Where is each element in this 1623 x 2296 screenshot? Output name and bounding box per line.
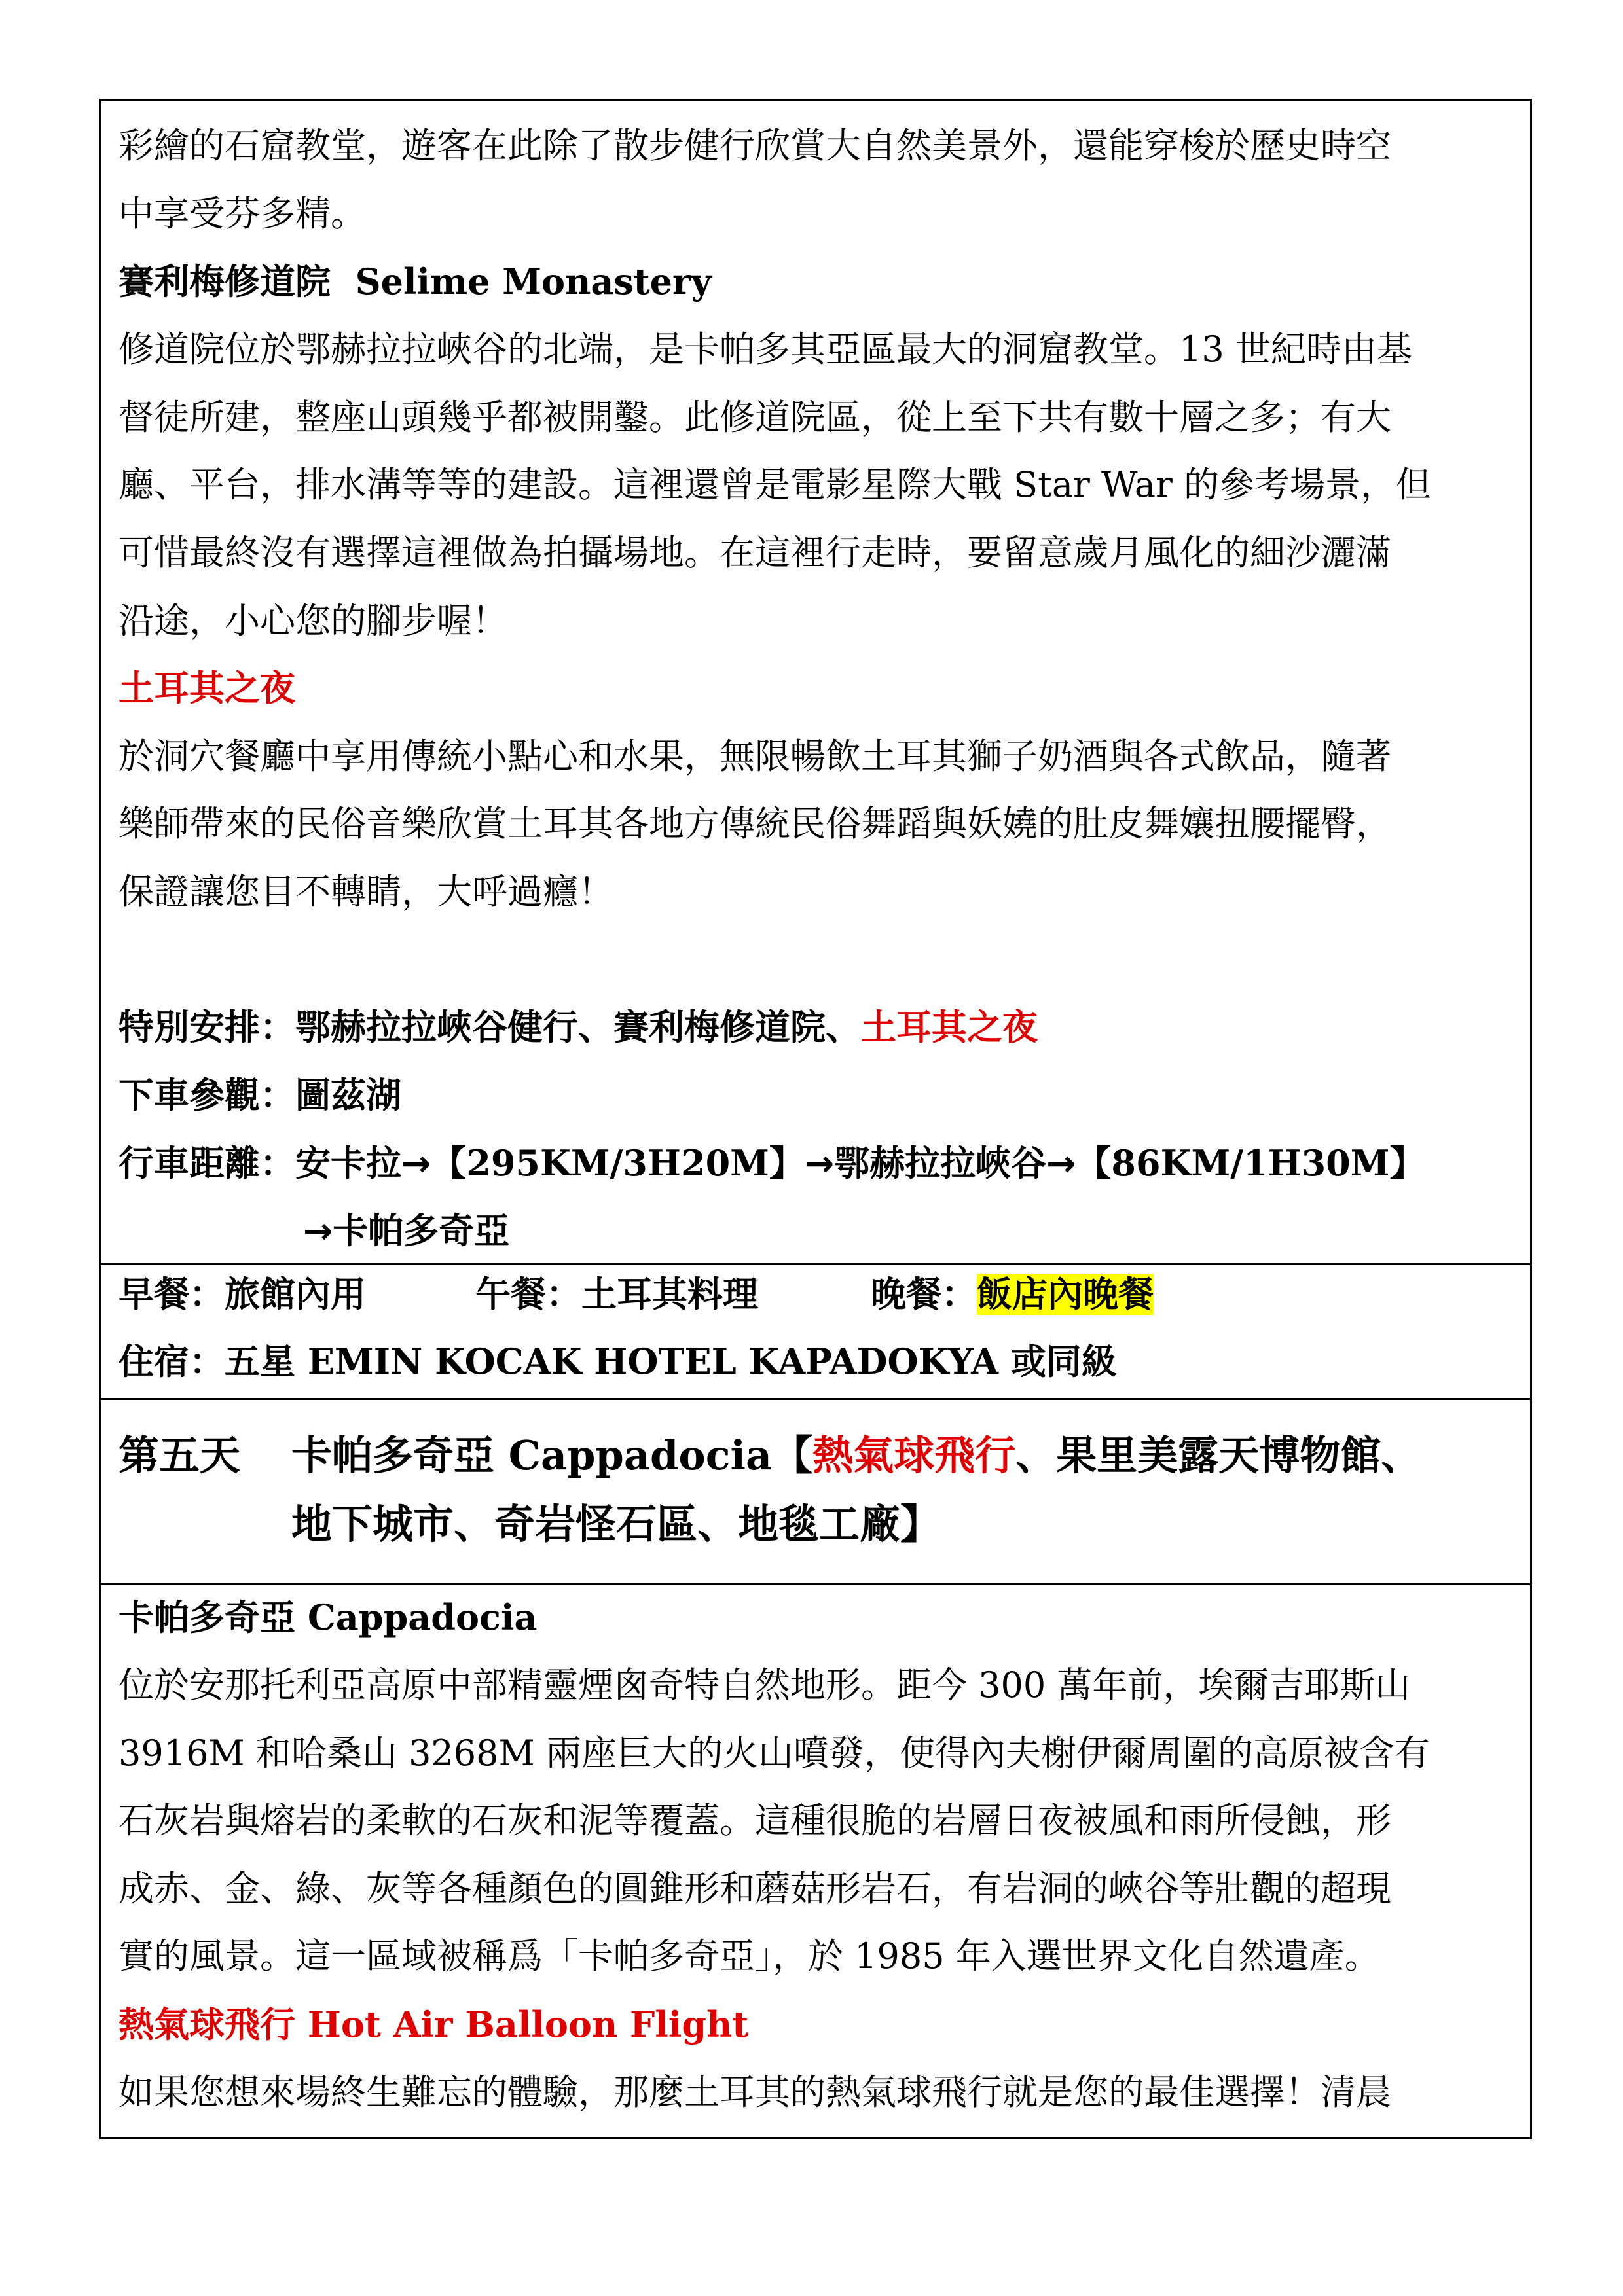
breakfast: 早餐：旅館內用: [119, 1274, 366, 1315]
turkish-night-line-2: 樂師帶來的民俗音樂欣賞土耳其各地方傳統民俗舞蹈與妖嬈的肚皮舞孃扭腰擺臀，: [119, 803, 1391, 844]
balloon-heading: 熱氣球飛行 Hot Air Balloon Flight: [119, 2003, 749, 2045]
turkish-night-heading: 土耳其之夜: [119, 668, 295, 709]
selime-line-2: 督徒所建，整座山頭幾乎都被開鑿。此修道院區，從上至下共有數十層之多；有大: [119, 397, 1391, 438]
meals-section: [101, 1265, 1530, 1398]
selime-line-1: 修道院位於鄂赫拉拉峽谷的北端，是卡帕多其亞區最大的洞窟教堂。13 世紀時由基: [119, 329, 1412, 370]
stop-visit: 下車參觀：圖茲湖: [119, 1075, 401, 1116]
cappadocia-line-2: 3916M 和哈桑山 3268M 兩座巨大的火山噴發，使得內夫榭伊爾周圍的高原被含有: [119, 1732, 1430, 1774]
balloon-line-1: 如果您想來場終生難忘的體驗，那麼土耳其的熱氣球飛行就是您的最佳選擇！清晨: [119, 2072, 1391, 2113]
dinner: 晚餐：飯店內晚餐: [871, 1274, 1154, 1315]
selime-heading: 賽利梅修道院 Selime Monastery: [119, 260, 712, 302]
selime-line-3: 廳、平台，排水溝等等的建設。這裡還曾是電影星際大戰 Star War 的參考場景，但: [119, 464, 1432, 505]
turkish-night-line-3: 保證讓您目不轉睛，大呼過癮！: [119, 871, 613, 912]
selime-line-5: 沿途，小心您的腳步喔！: [119, 600, 507, 641]
turkish-night-line-1: 於洞穴餐廳中享用傳統小點心和水果，無限暢飲土耳其獅子奶酒與各式飲品，隨著: [119, 736, 1391, 777]
day5-description: [101, 1585, 1530, 2139]
day5-label: 第五天: [119, 1431, 241, 1479]
lodging: 住宿：五星 EMIN KOCAK HOTEL KAPADOKYA 或同級: [119, 1340, 1117, 1382]
cappadocia-heading: 卡帕多奇亞 Cappadocia: [119, 1596, 538, 1638]
day5-title-line-2: 地下城市、奇岩怪石區、地毯工廠】: [291, 1500, 941, 1548]
cappadocia-line-1: 位於安那托利亞高原中部精靈煙囪奇特自然地形。距今 300 萬年前，埃爾吉耶斯山: [119, 1664, 1411, 1706]
itinerary-table: [99, 99, 1532, 2139]
driving-distance-line-2: →卡帕多奇亞: [303, 1210, 510, 1251]
cappadocia-line-5: 實的風景。這一區域被稱爲「卡帕多奇亞」，於 1985 年入選世界文化自然遺產。: [119, 1935, 1380, 1977]
cappadocia-line-4: 成赤、金、綠、灰等各種顏色的圓錐形和蘑菇形岩石，有岩洞的峽谷等壯觀的超現: [119, 1868, 1391, 1909]
driving-distance: 行車距離：安卡拉→【295KM/3H20M】→鄂赫拉拉峽谷→【86KM/1H30M】: [119, 1142, 1425, 1184]
selime-line-4: 可惜最終沒有選擇這裡做為拍攝場地。在這裡行走時，要留意歲月風化的細沙灑滿: [119, 532, 1391, 573]
intro-line-1: 彩繪的石窟教堂，遊客在此除了散步健行欣賞大自然美景外，還能穿梭於歷史時空: [119, 125, 1391, 166]
dinner-highlight: 飯店內晚餐: [977, 1274, 1154, 1315]
intro-line-2: 中享受芬多精。: [119, 193, 366, 234]
day4-description: [101, 101, 1530, 1263]
special-arrangement: 特別安排：鄂赫拉拉峽谷健行、賽利梅修道院、土耳其之夜: [119, 1007, 1038, 1048]
day5-title-line-1: 卡帕多奇亞 Cappadocia【熱氣球飛行、果里美露天博物館、: [291, 1431, 1422, 1479]
cappadocia-line-3: 石灰岩與熔岩的柔軟的石灰和泥等覆蓋。這種很脆的岩層日夜被風和雨所侵蝕，形: [119, 1800, 1391, 1841]
lunch: 午餐：土耳其料理: [475, 1274, 758, 1315]
day5-header: [101, 1400, 1530, 1583]
